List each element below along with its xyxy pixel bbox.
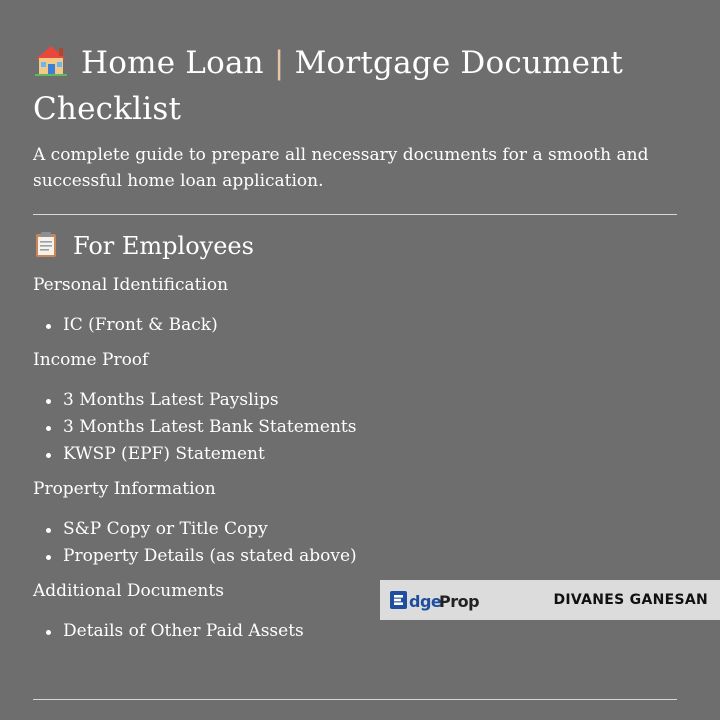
author-name: DIVANES GANESAN — [553, 592, 708, 608]
edgeprop-logo — [389, 588, 481, 612]
list-item: IC (Front & Back) — [63, 312, 677, 339]
checklist — [33, 387, 677, 468]
list-item: KWSP (EPF) Statement — [63, 441, 677, 468]
section-title-label: For Employees — [73, 232, 254, 260]
bottom-divider — [33, 699, 677, 700]
svg-text:dge: dge — [409, 592, 442, 611]
divider — [33, 214, 677, 215]
svg-text:Prop: Prop — [439, 592, 480, 611]
list-item: 3 Months Latest Payslips — [63, 387, 677, 414]
title-part-1: Home Loan — [81, 45, 264, 81]
intro-text: A complete guide to prepare all necessary documents for a smooth and successful home loan application. — [33, 145, 649, 191]
title-separator: | — [273, 45, 285, 81]
checklist — [33, 618, 677, 645]
title-part-2: Mortgage Document Checklist — [33, 45, 624, 127]
group-title: Additional Documents — [33, 581, 224, 601]
page-title — [33, 40, 677, 132]
house-icon — [33, 43, 69, 77]
section-title — [33, 230, 677, 262]
checklist — [33, 516, 677, 570]
list-item: S&P Copy or Title Copy — [63, 516, 677, 543]
watermark-banner — [380, 580, 720, 620]
checklist — [33, 312, 677, 339]
document — [33, 40, 677, 645]
edgeprop-logo-mark — [389, 588, 481, 612]
list-item: 3 Months Latest Bank Statements — [63, 414, 677, 441]
clipboard-icon — [33, 230, 59, 258]
list-item: Property Details (as stated above) — [63, 543, 677, 570]
group-title: Income Proof — [33, 350, 149, 370]
group-title: Property Information — [33, 479, 216, 499]
list-item: Details of Other Paid Assets — [63, 618, 677, 645]
group-title: Personal Identification — [33, 275, 229, 295]
